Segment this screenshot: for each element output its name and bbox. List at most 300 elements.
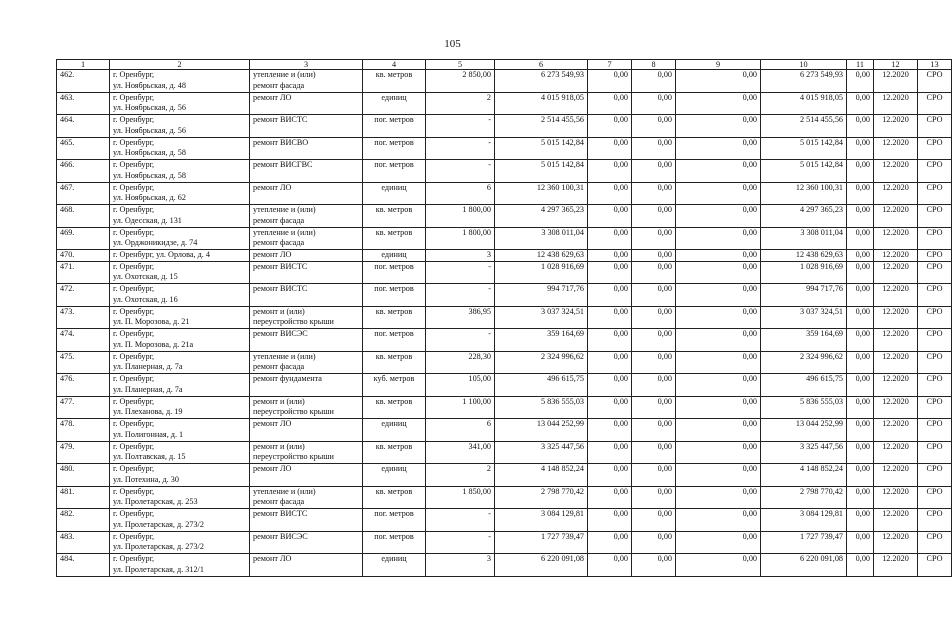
quantity-cell: - [426,284,495,307]
quantity-cell: 3 [426,250,495,262]
fund-cell: 0,00 [632,115,676,138]
row-number: 462. [57,70,110,93]
deadline-cell: 12.2020 [874,419,918,442]
total-cost-cell: 496 615,75 [495,374,588,397]
quantity-cell: - [426,329,495,352]
address-cell-line: г. Оренбург, [113,351,155,361]
unit-cell: кв. метров [363,441,426,464]
deadline-cell: 12.2020 [874,205,918,228]
address-cell-line: ул. Плеханова, д. 19 [113,407,183,417]
work-type-cell-line: ремонт ЛО [253,182,292,192]
fund-cell: 0,00 [588,261,632,284]
unit-cell: пог. метров [363,509,426,532]
work-type-cell-line: ремонт и (или) [253,306,305,316]
address-cell [110,70,250,93]
column-number: 8 [632,60,676,70]
table-row [57,160,952,183]
row-number: 465. [57,137,110,160]
work-type-cell-line: переустройство крыши [253,452,334,462]
fund-cell: 0,00 [632,374,676,397]
address-cell-line: ул. Ноябрьская, д. 58 [113,170,186,180]
owner-funds-cell: 5 836 555,03 [761,396,847,419]
address-cell [110,160,250,183]
row-number: 471. [57,261,110,284]
address-cell-line: г. Оренбург, [113,509,155,519]
address-cell [110,441,250,464]
table-row [57,250,952,262]
deadline-cell: 12.2020 [874,554,918,577]
work-type-cell [250,329,363,352]
owner-funds-cell: 1 028 916,69 [761,261,847,284]
address-cell [110,115,250,138]
fund-cell: 0,00 [632,509,676,532]
address-cell-line: ул. Ноябрьская, д. 48 [113,80,186,90]
table-row [57,182,952,205]
address-cell-line: ул. Ноябрьская, д. 56 [113,125,186,135]
fund-cell: 0,00 [632,182,676,205]
unit-cell: единиц [363,419,426,442]
owner-funds-cell: 3 308 011,04 [761,227,847,250]
address-cell [110,351,250,374]
fund-cell: 0,00 [588,70,632,93]
deadline-cell: 12.2020 [874,441,918,464]
fund-cell: 0,00 [847,441,874,464]
address-cell-line: ул. Планерная, д. 7а [113,384,183,394]
unit-cell: пог. метров [363,160,426,183]
fund-cell: 0,00 [676,261,761,284]
total-cost-cell: 5 836 555,03 [495,396,588,419]
total-cost-cell: 5 015 142,84 [495,160,588,183]
method-cell: СРО [918,160,952,183]
work-type-cell-line: ремонт ВИСЭС [253,531,308,541]
row-number: 480. [57,464,110,487]
table-row [57,261,952,284]
deadline-cell: 12.2020 [874,351,918,374]
fund-cell: 0,00 [676,486,761,509]
fund-cell: 0,00 [588,441,632,464]
method-cell: СРО [918,396,952,419]
method-cell: СРО [918,137,952,160]
column-number: 9 [676,60,761,70]
work-type-cell-line: утепление и (или) [253,205,316,214]
work-type-cell [250,351,363,374]
fund-cell: 0,00 [847,531,874,554]
row-number: 464. [57,115,110,138]
owner-funds-cell: 12 438 629,63 [761,250,847,262]
address-cell-line: ул. Ноябрьская, д. 58 [113,148,186,158]
table-row [57,441,952,464]
fund-cell: 0,00 [588,554,632,577]
address-cell-line: г. Оренбург, [113,554,155,564]
total-cost-cell: 4 148 852,24 [495,464,588,487]
fund-cell: 0,00 [676,464,761,487]
address-cell-line: г. Оренбург, [113,115,155,124]
fund-cell: 0,00 [847,160,874,183]
address-cell-line: ул. Охотская, д. 16 [113,294,178,304]
fund-cell: 0,00 [676,227,761,250]
quantity-cell: - [426,115,495,138]
table-row [57,70,952,93]
quantity-cell: 386,95 [426,306,495,329]
address-cell-line: г. Оренбург, [113,306,155,316]
fund-cell: 0,00 [676,531,761,554]
deadline-cell: 12.2020 [874,182,918,205]
table-row [57,464,952,487]
column-number-row [57,60,952,70]
method-cell: СРО [918,306,952,329]
quantity-cell: 6 [426,182,495,205]
table-row [57,554,952,577]
fund-cell: 0,00 [676,137,761,160]
column-number: 6 [495,60,588,70]
table-row [57,284,952,307]
fund-cell: 0,00 [632,92,676,115]
quantity-cell: 6 [426,419,495,442]
fund-cell: 0,00 [632,160,676,183]
quantity-cell: 1 100,00 [426,396,495,419]
address-cell-line: ул. П. Морозова, д. 21 [113,317,190,327]
table-row [57,137,952,160]
total-cost-cell: 6 273 549,93 [495,70,588,93]
fund-cell: 0,00 [588,182,632,205]
owner-funds-cell: 6 220 091,08 [761,554,847,577]
row-number: 475. [57,351,110,374]
table-row [57,396,952,419]
owner-funds-cell: 4 297 365,23 [761,205,847,228]
row-number: 473. [57,306,110,329]
address-cell [110,419,250,442]
fund-cell: 0,00 [847,92,874,115]
row-number: 469. [57,227,110,250]
address-cell-line: г. Оренбург, [113,160,155,169]
unit-cell: единиц [363,182,426,205]
fund-cell: 0,00 [588,396,632,419]
work-type-cell-line: ремонт ВИСТС [253,261,308,271]
work-type-cell [250,486,363,509]
work-type-cell [250,509,363,532]
quantity-cell: - [426,531,495,554]
address-cell-line: г. Оренбург, [113,137,155,147]
fund-cell: 0,00 [588,250,632,262]
address-cell [110,92,250,115]
unit-cell: пог. метров [363,284,426,307]
method-cell: СРО [918,182,952,205]
row-number: 483. [57,531,110,554]
fund-cell: 0,00 [847,486,874,509]
work-type-cell [250,464,363,487]
column-number: 5 [426,60,495,70]
unit-cell: кв. метров [363,486,426,509]
address-cell-line: ул. Пролетарская, д. 312/1 [113,564,204,574]
fund-cell: 0,00 [847,419,874,442]
fund-cell: 0,00 [676,441,761,464]
quantity-cell: 341,00 [426,441,495,464]
unit-cell: пог. метров [363,329,426,352]
column-number: 12 [874,60,918,70]
fund-cell: 0,00 [847,227,874,250]
quantity-cell: 105,00 [426,374,495,397]
row-number: 477. [57,396,110,419]
work-type-cell-line: ремонт и (или) [253,396,305,406]
work-type-cell [250,250,363,262]
deadline-cell: 12.2020 [874,509,918,532]
address-cell [110,261,250,284]
owner-funds-cell: 13 044 252,99 [761,419,847,442]
work-type-cell-line: ремонт ВИСГВС [253,160,313,169]
deadline-cell: 12.2020 [874,306,918,329]
owner-funds-cell: 12 360 100,31 [761,182,847,205]
deadline-cell: 12.2020 [874,329,918,352]
work-type-cell-line: ремонт ЛО [253,250,292,259]
address-cell-line: ул. Ноябрьская, д. 62 [113,193,186,203]
method-cell: СРО [918,419,952,442]
row-number: 482. [57,509,110,532]
owner-funds-cell: 5 015 142,84 [761,160,847,183]
address-cell [110,205,250,228]
fund-cell: 0,00 [632,329,676,352]
table-row [57,419,952,442]
table-row [57,329,952,352]
method-cell: СРО [918,261,952,284]
repair-plan-table [56,59,952,577]
work-type-cell [250,205,363,228]
unit-cell: кв. метров [363,227,426,250]
work-type-cell-line: ремонт ВИСТС [253,509,308,519]
column-number: 10 [761,60,847,70]
unit-cell: кв. метров [363,396,426,419]
unit-cell: пог. метров [363,531,426,554]
work-type-cell-line: ремонт фундамента [253,374,322,384]
fund-cell: 0,00 [847,70,874,93]
page-number: 105 [444,38,461,50]
deadline-cell: 12.2020 [874,284,918,307]
quantity-cell: 2 [426,92,495,115]
address-cell-line: г. Оренбург, [113,419,155,429]
work-type-cell-line: ремонт ВИСТС [253,284,308,294]
total-cost-cell: 6 220 091,08 [495,554,588,577]
fund-cell: 0,00 [676,160,761,183]
fund-cell: 0,00 [632,396,676,419]
owner-funds-cell: 496 615,75 [761,374,847,397]
address-cell [110,486,250,509]
fund-cell: 0,00 [588,464,632,487]
address-cell-line: г. Оренбург, [113,464,155,474]
unit-cell: пог. метров [363,261,426,284]
row-number: 474. [57,329,110,352]
row-number: 463. [57,92,110,115]
deadline-cell: 12.2020 [874,137,918,160]
address-cell-line: г. Оренбург, [113,531,155,541]
column-number: 11 [847,60,874,70]
method-cell: СРО [918,486,952,509]
total-cost-cell: 2 324 996,62 [495,351,588,374]
address-cell [110,284,250,307]
address-cell-line: г. Оренбург, [113,329,155,339]
work-type-cell-line: переустройство крыши [253,317,334,327]
row-number: 467. [57,182,110,205]
fund-cell: 0,00 [847,464,874,487]
address-cell [110,374,250,397]
table-body [57,70,952,577]
work-type-cell [250,441,363,464]
work-type-cell [250,284,363,307]
work-type-cell-line: ремонт ЛО [253,419,292,429]
deadline-cell: 12.2020 [874,531,918,554]
method-cell: СРО [918,351,952,374]
fund-cell: 0,00 [632,441,676,464]
fund-cell: 0,00 [632,306,676,329]
deadline-cell: 12.2020 [874,374,918,397]
fund-cell: 0,00 [588,486,632,509]
address-cell-line: ул. Планерная, д. 7а [113,362,183,372]
fund-cell: 0,00 [676,250,761,262]
work-type-cell-line: ремонт фасада [253,238,305,248]
quantity-cell: 1 850,00 [426,486,495,509]
quantity-cell: 2 [426,464,495,487]
fund-cell: 0,00 [588,509,632,532]
fund-cell: 0,00 [588,351,632,374]
work-type-cell [250,227,363,250]
fund-cell: 0,00 [676,182,761,205]
address-cell-line: ул. Пролетарская, д. 273/2 [113,519,204,529]
fund-cell: 0,00 [847,554,874,577]
owner-funds-cell: 3 037 324,51 [761,306,847,329]
table-row [57,205,952,228]
deadline-cell: 12.2020 [874,92,918,115]
fund-cell: 0,00 [632,554,676,577]
column-number: 7 [588,60,632,70]
work-type-cell [250,306,363,329]
work-type-cell-line: ремонт ЛО [253,464,292,474]
address-cell [110,182,250,205]
address-cell-line: ул. Ноябрьская, д. 56 [113,103,186,113]
work-type-cell [250,419,363,442]
address-cell-line: г. Оренбург, [113,441,155,451]
column-number: 13 [918,60,952,70]
method-cell: СРО [918,205,952,228]
deadline-cell: 12.2020 [874,250,918,262]
quantity-cell: - [426,261,495,284]
fund-cell: 0,00 [847,329,874,352]
address-cell-line: г. Оренбург, [113,227,155,237]
total-cost-cell: 13 044 252,99 [495,419,588,442]
deadline-cell: 12.2020 [874,227,918,250]
address-cell-line: ул. П. Морозова, д. 21а [113,339,194,349]
deadline-cell: 12.2020 [874,396,918,419]
address-cell-line: ул. Пролетарская, д. 253 [113,497,198,507]
unit-cell: единиц [363,554,426,577]
method-cell: СРО [918,441,952,464]
owner-funds-cell: 2 514 455,56 [761,115,847,138]
address-cell-line: г. Оренбург, [113,374,155,384]
quantity-cell: - [426,509,495,532]
unit-cell: единиц [363,92,426,115]
fund-cell: 0,00 [847,115,874,138]
address-cell [110,306,250,329]
row-number: 470. [57,250,110,262]
work-type-cell-line: ремонт ВИСЭС [253,329,308,339]
deadline-cell: 12.2020 [874,486,918,509]
address-cell [110,509,250,532]
work-type-cell-line: ремонт фасада [253,497,305,507]
work-type-cell-line: ремонт ВИСВО [253,137,309,147]
fund-cell: 0,00 [588,115,632,138]
address-cell-line: г. Оренбург, [113,396,155,406]
row-number: 468. [57,205,110,228]
table-row [57,306,952,329]
row-number: 481. [57,486,110,509]
address-cell-line: г. Оренбург, [113,70,155,79]
address-cell-line: г. Оренбург, [113,92,155,102]
total-cost-cell: 4 015 918,05 [495,92,588,115]
fund-cell: 0,00 [632,70,676,93]
fund-cell: 0,00 [676,554,761,577]
address-cell-line: г. Оренбург, [113,205,155,214]
work-type-cell-line: ремонт ЛО [253,92,292,102]
unit-cell: кв. метров [363,205,426,228]
fund-cell: 0,00 [847,306,874,329]
deadline-cell: 12.2020 [874,115,918,138]
total-cost-cell: 359 164,69 [495,329,588,352]
owner-funds-cell: 1 727 739,47 [761,531,847,554]
fund-cell: 0,00 [632,227,676,250]
fund-cell: 0,00 [847,205,874,228]
total-cost-cell: 4 297 365,23 [495,205,588,228]
table-row [57,531,952,554]
quantity-cell: 2 850,00 [426,70,495,93]
fund-cell: 0,00 [847,509,874,532]
work-type-cell [250,531,363,554]
work-type-cell [250,261,363,284]
fund-cell: 0,00 [588,205,632,228]
address-cell [110,396,250,419]
table-row [57,486,952,509]
quantity-cell: - [426,160,495,183]
method-cell: СРО [918,284,952,307]
owner-funds-cell: 4 015 918,05 [761,92,847,115]
table-row [57,351,952,374]
fund-cell: 0,00 [847,374,874,397]
fund-cell: 0,00 [847,250,874,262]
address-cell-line: г. Оренбург, [113,182,155,192]
fund-cell: 0,00 [847,351,874,374]
fund-cell: 0,00 [676,306,761,329]
fund-cell: 0,00 [588,531,632,554]
deadline-cell: 12.2020 [874,70,918,93]
owner-funds-cell: 5 015 142,84 [761,137,847,160]
method-cell: СРО [918,531,952,554]
row-number: 478. [57,419,110,442]
fund-cell: 0,00 [676,115,761,138]
fund-cell: 0,00 [847,261,874,284]
method-cell: СРО [918,70,952,93]
fund-cell: 0,00 [632,351,676,374]
row-number: 484. [57,554,110,577]
table-row [57,115,952,138]
work-type-cell [250,554,363,577]
table-row [57,509,952,532]
fund-cell: 0,00 [847,396,874,419]
owner-funds-cell: 2 324 996,62 [761,351,847,374]
work-type-cell-line: переустройство крыши [253,407,334,417]
row-number: 466. [57,160,110,183]
total-cost-cell: 2 798 770,42 [495,486,588,509]
address-cell-line: ул. Полигонная, д. 1 [113,429,184,439]
total-cost-cell: 3 308 011,04 [495,227,588,250]
fund-cell: 0,00 [588,160,632,183]
work-type-cell-line: ремонт фасада [253,362,305,372]
address-cell-line: г. Оренбург, [113,486,155,496]
